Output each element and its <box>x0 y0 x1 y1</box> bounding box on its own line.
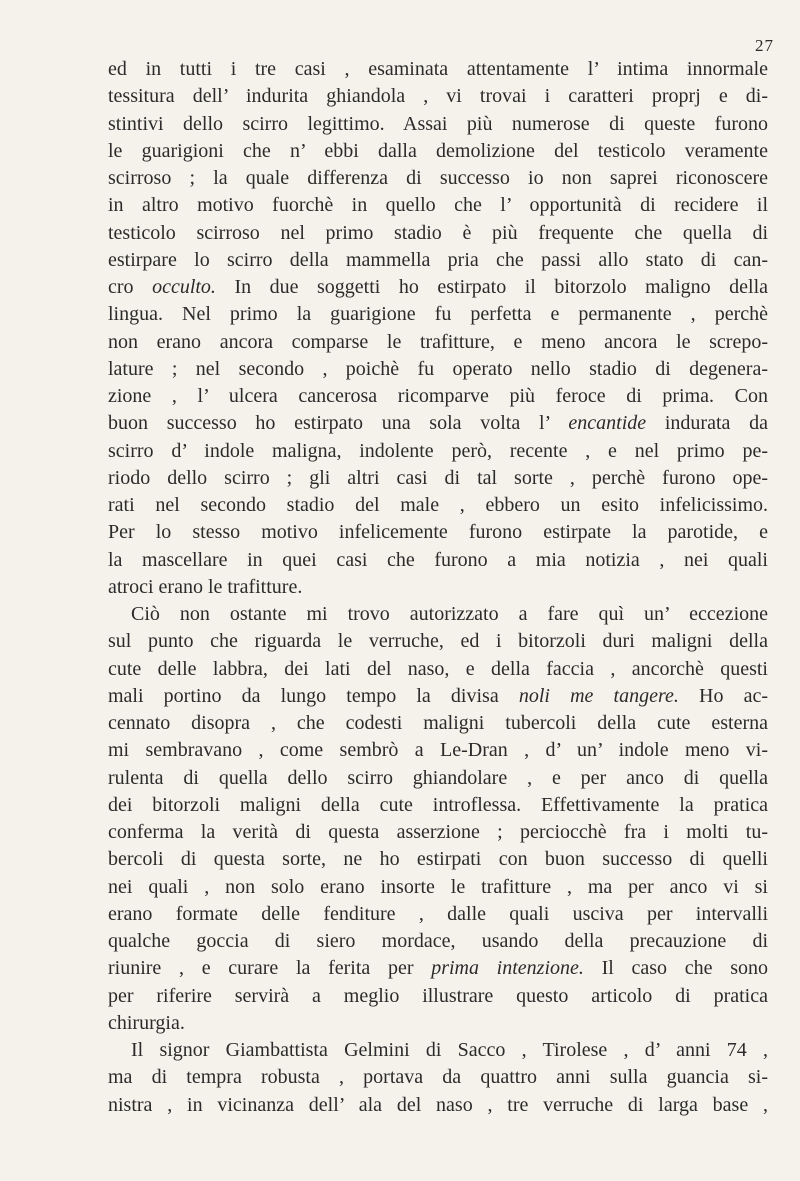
text-run: buon successo ho estirpato una sola volta l’ <box>108 412 569 435</box>
page-number: 27 <box>755 36 774 55</box>
text-line <box>108 465 768 492</box>
text-run: scirroso ; la quale differenza di successo io non saprei riconoscere <box>108 167 768 189</box>
text-line <box>108 383 768 410</box>
text-line <box>108 220 768 247</box>
text-run: erano formate delle fenditure , dalle quali usciva per intervalli <box>108 902 768 925</box>
text-line <box>108 410 768 437</box>
text-line <box>108 819 768 846</box>
text-line <box>108 492 768 519</box>
text-line <box>108 955 768 982</box>
text-line <box>108 111 768 138</box>
text-run: mi sembravano , come sembrò a Le-Dran , d’ un’ indole meno vi- <box>108 739 768 762</box>
text-line <box>108 628 768 655</box>
text-line <box>108 192 768 219</box>
text-line <box>108 928 768 955</box>
text-run: Ho ac- <box>678 684 768 707</box>
italic-run: prima intenzione. <box>431 957 584 980</box>
text-run: lingua. Nel primo la guarigione fu perfetta e permanente , perchè <box>108 303 768 326</box>
text-line <box>108 683 768 710</box>
text-run: dei bitorzoli maligni della cute introflessa. Effettivamente la pratica <box>108 793 768 816</box>
text-run: Il caso che sono <box>583 957 768 980</box>
text-line <box>108 601 768 628</box>
text-line <box>108 547 768 574</box>
text-run: stintivi dello scirro legittimo. Assai più numerose di queste furono <box>108 112 768 135</box>
text-line <box>108 1037 768 1064</box>
text-line <box>108 329 768 356</box>
text-run: tessitura dell’ indurita ghiandola , vi trovai i caratteri proprj e di- <box>108 85 768 108</box>
text-run: scirro d’ indole maligna, indolente però, recente , e nel primo pe- <box>108 439 768 462</box>
text-line <box>108 247 768 274</box>
text-line <box>108 983 768 1010</box>
text-line <box>108 138 768 165</box>
text-run: qualche goccia di siero mordace, usando della precauzione di <box>108 930 768 952</box>
text-run: conferma la verità di questa asserzione ; perciocchè fra i molti tu- <box>108 821 768 843</box>
text-run: sul punto che riguarda le verruche, ed i bitorzoli duri maligni della <box>108 630 768 653</box>
text-line <box>108 519 768 546</box>
body-text <box>108 56 768 1119</box>
text-run: estirpare lo scirro della mammella pria che passi allo stato di can- <box>108 248 768 271</box>
text-line <box>108 165 768 192</box>
text-run: chirurgia. <box>108 1011 185 1034</box>
text-run: lature ; nel secondo , poichè fu operato nello stadio di degenera- <box>108 357 768 380</box>
text-line <box>108 846 768 873</box>
text-run: rulenta di quella dello scirro ghiandolare , e per anco di quella <box>108 766 768 789</box>
text-run: In due soggetti ho estirpato il bitorzolo maligno della <box>215 276 768 298</box>
text-line <box>108 874 768 901</box>
text-run: Il signor Giambattista Gelmini di Sacco , Tirolese , d’ anni 74 , <box>131 1039 768 1061</box>
text-line <box>108 274 768 301</box>
text-run: indurata da <box>646 412 768 435</box>
text-run: rati nel secondo stadio del male , ebbero un esito infelicissimo. <box>108 494 768 516</box>
text-line <box>108 438 768 465</box>
text-run: cute delle labbra, dei lati del naso, e della faccia , ancorchè questi <box>108 657 768 680</box>
text-run: ed in tutti i tre casi , esaminata attentamente l’ intima innormale <box>108 58 768 80</box>
text-run: bercoli di questa sorte, ne ho estirpati con buon successo di quelli <box>108 848 768 871</box>
text-run: riunire , e curare la ferita per <box>108 957 432 980</box>
text-run: mali portino da lungo tempo la divisa <box>108 684 519 707</box>
text-line <box>108 792 768 819</box>
text-run: nistra , in vicinanza dell’ ala del naso , tre verruche di larga base , <box>108 1093 768 1116</box>
text-run: riodo dello scirro ; gli altri casi di tal sorte , perchè furono ope- <box>108 466 768 489</box>
text-run: cennato disopra , che codesti maligni tubercoli della cute esterna <box>108 712 768 734</box>
text-line <box>108 710 768 737</box>
text-run: nei quali , non solo erano insorte le trafitture , ma per anco vi si <box>108 875 768 898</box>
text-run: ma di tempra robusta , portava da quattro anni sulla guancia si- <box>108 1066 768 1089</box>
text-line <box>108 574 768 601</box>
text-line <box>108 737 768 764</box>
text-line <box>108 83 768 110</box>
text-run: Per lo stesso motivo infelicemente furono estirpate la parotide, e <box>108 521 768 544</box>
text-run: testicolo scirroso nel primo stadio è più frequente che quella di <box>108 221 768 244</box>
text-run: le guarigioni che n’ ebbi dalla demolizione del testicolo veramente <box>108 139 768 162</box>
text-line <box>108 1064 768 1091</box>
text-line <box>108 765 768 792</box>
text-run: zione , l’ ulcera cancerosa ricomparve più feroce di prima. Con <box>108 385 768 407</box>
italic-run: encantide <box>568 412 647 435</box>
text-run: cro <box>108 276 153 298</box>
text-run: non erano ancora comparse le trafitture, e meno ancora le screpo- <box>108 330 768 353</box>
text-line <box>108 1010 768 1037</box>
text-line <box>108 301 768 328</box>
italic-run: occulto. <box>152 276 216 298</box>
text-run: Ciò non ostante mi trovo autorizzato a fare quì un’ eccezione <box>131 603 768 625</box>
italic-run: noli me tangere. <box>518 684 679 707</box>
text-line <box>108 356 768 383</box>
text-line <box>108 656 768 683</box>
text-run: la mascellare in quei casi che furono a mia notizia , nei quali <box>108 548 768 571</box>
text-run: atroci erano le trafitture. <box>108 575 303 598</box>
text-run: per riferire servirà a meglio illustrare questo articolo di pratica <box>108 984 768 1007</box>
text-run: in altro motivo fuorchè in quello che l’ opportunità di recidere il <box>108 194 768 217</box>
text-line <box>108 901 768 928</box>
text-line <box>108 56 768 83</box>
text-line <box>108 1092 768 1119</box>
